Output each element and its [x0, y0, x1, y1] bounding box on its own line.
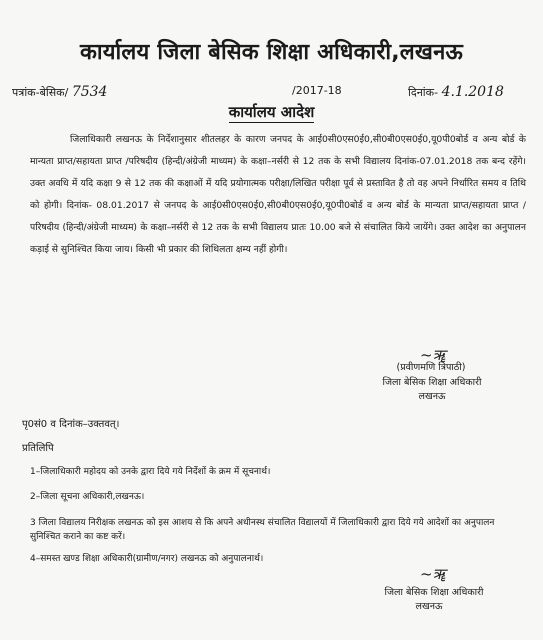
date-label: दिनांक- [408, 86, 439, 99]
office-header-title: कार्यालय जिला बेसिक शिक्षा अधिकारी,लखनऊ [79, 40, 464, 65]
copy-item: 4–समस्त खण्ड शिक्षा अधिकारी(ग्रामीण/नगर) लखनऊ को अनुपालनार्थ। [30, 554, 264, 564]
order-title [0, 102, 543, 122]
reference-number [12, 84, 107, 100]
copy-item: 1–जिलाधिकारी महोदय को उनके द्वारा दिये गये निर्देशों के क्रम में सूचनार्थ। [30, 467, 271, 477]
signature-scribble: ~ॠ [420, 565, 446, 583]
memo-reference-line: पृ0सं0 व दिनांक–उक्तवत्। [22, 419, 120, 430]
date-handwritten-value: 4.1.2018 [441, 84, 504, 100]
order-title-text: कार्यालय आदेश [228, 103, 315, 121]
order-body-paragraph: जिलाधिकारी लखनऊ के निर्देशानुसार शीतलहर के कारण जनपद के आई0सी0एस0ई0,सी0बी0एस0ई0,यू0पी0बोर्ड व अन्य बोर्ड के मान्यता प्राप्त/सहायता प्राप्त /परिषदीय (हिन्दी/अंग्रेजी माध्यम) के कक्षा–नर्सरी से 12 तक के सभी विद्यालय दिनांक-07.01.2018 तक बन्द रहेंगे। उक्त अवधि में यदि कक्षा 9 से 12 तक की कक्षाओं में यदि प्रयोगात्मक परीक्षा/लिखित परीक्षा पूर्व से प्रस्तावित है तो वह अपने निर्धारित समय व तिथि को होगी। दिनांक- 08.01.2017 से जनपद के आई0सी0एस0ई0,सी0बी0एस0ई0,यू0पी0बोर्ड व अन्य बोर्ड के मान्यता प्राप्त/सहायता प्राप्त /परिषदीय (हिन्दी/अंग्रेजी माध्यम) के कक्षा–नर्सरी से 12 तक के सभी विद्यालय प्रातः 10.00 बजे से संचालित किये जायेंगे। उक्त आदेश का अनुपालन कड़ाई से सुनिश्चित किया जाय। किसी भी प्रकार की शिथिलता क्षम्य नहीं होगी। [30, 134, 526, 255]
copy-to-label: प्रतिलिपि [22, 443, 54, 454]
signatory-place: लखनऊ [418, 391, 446, 402]
copy-item: 3 जिला विद्यालय निरीक्षक लखनऊ को इस आशय से कि अपने अधीनस्थ संचालित विद्यालयों में जिलाधिकारी द्वारा दिये गये आदेशों का अनुपालन सुनिश्चित कराने का कष्ट करें। [30, 518, 495, 542]
copy-item: 2–जिला सूचना अधिकारी,लखनऊ। [30, 492, 145, 502]
signatory-title: जिला बेसिक शिक्षा अधिकारी [382, 377, 482, 388]
signatory-place: लखनऊ [415, 601, 443, 612]
signatory-title: जिला बेसिक शिक्षा अधिकारी [384, 587, 484, 598]
signature-scribble: ~ॠ [420, 346, 446, 364]
signatory-name: (प्रवीणमणि त्रिपाठी) [396, 362, 466, 373]
reference-label: पत्रांक-बेसिक/ [12, 86, 69, 99]
reference-date [408, 84, 504, 100]
reference-session: /2017-18 [292, 84, 342, 97]
reference-handwritten-number: 7534 [71, 84, 108, 100]
